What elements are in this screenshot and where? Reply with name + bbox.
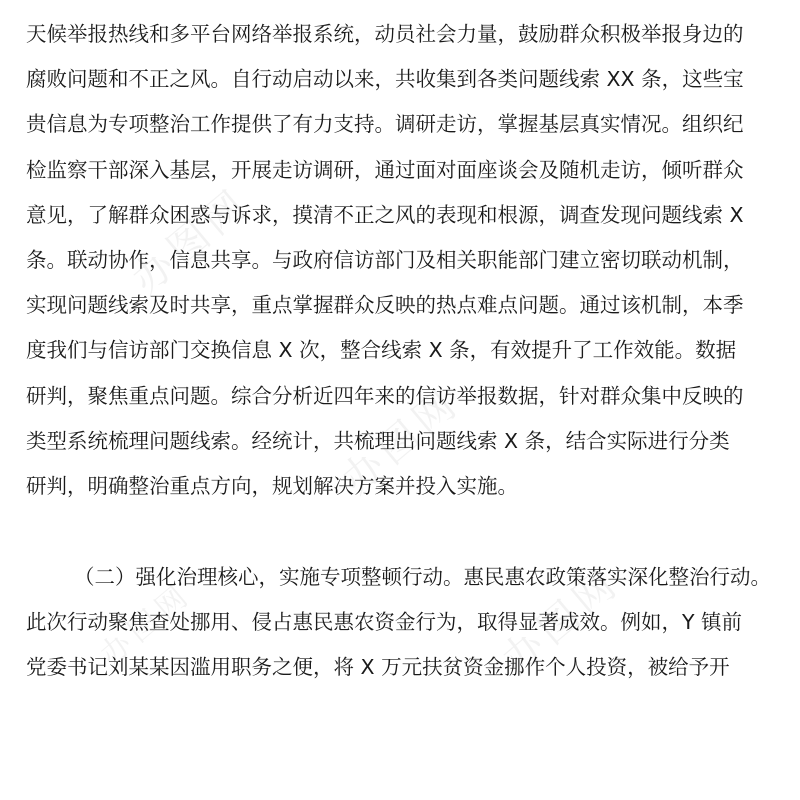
paragraph-line: 检监察干部深入基层，开展走访调研，通过面对面座谈会及随机走访，倾听群众	[26, 157, 744, 182]
paragraph-line: 实现问题线索及时共享，重点掌握群众反映的热点难点问题。通过该机制，本季	[26, 293, 744, 318]
watermark: 办图网	[493, 559, 629, 684]
paragraph-line: 度我们与信访部门交换信息 X 次，整合线索 X 条，有效提升了工作效能。数据	[26, 338, 737, 363]
paragraph-line: 贵信息为专项整治工作提供了有力支持。调研走访，掌握基层真实情况。组织纪	[26, 112, 744, 137]
paragraph-line: 天候举报热线和多平台网络举报系统，动员社会力量，鼓励群众积极举报身边的	[26, 22, 744, 46]
watermark: 办图网	[333, 379, 469, 504]
paragraph-line: 类型系统梳理问题线索。经统计，共梳理出问题线索 X 条，结合实际进行分类	[26, 428, 730, 453]
paragraph-line: 条。联动协作，信息共享。与政府信访部门及相关职能部门建立密切联动机制，	[26, 247, 744, 272]
watermark: 办图网	[93, 576, 199, 673]
watermark: 办图网	[123, 179, 259, 304]
paragraph-line: 意见，了解群众困惑与诉求，摸清不正之风的表现和根源，调查发现问题线索 X	[26, 202, 744, 227]
paragraph-line: 研判，明确整治重点方向，规划解决方案并投入实施。	[26, 473, 518, 498]
paragraph-spacer	[26, 509, 786, 555]
paragraph-2	[26, 555, 786, 691]
paragraph-1	[26, 12, 786, 509]
document-body	[26, 12, 786, 691]
paragraph-line: 研判，聚焦重点问题。综合分析近四年来的信访举报数据，针对群众集中反映的	[26, 383, 744, 408]
paragraph-line: 党委书记刘某某因滥用职务之便，将 X 万元扶贫资金挪作个人投资，被给予开	[26, 655, 730, 680]
paragraph-line: 腐败问题和不正之风。自行动启动以来，共收集到各类问题线索 XX 条，这些宝	[26, 67, 744, 92]
section-heading-line: （二）强化治理核心，实施专项整顿行动。惠民惠农政策落实深化整治行动。	[74, 565, 771, 590]
paragraph-line: 此次行动聚焦查处挪用、侵占惠民惠农资金行为，取得显著成效。例如，Y 镇前	[26, 610, 743, 635]
